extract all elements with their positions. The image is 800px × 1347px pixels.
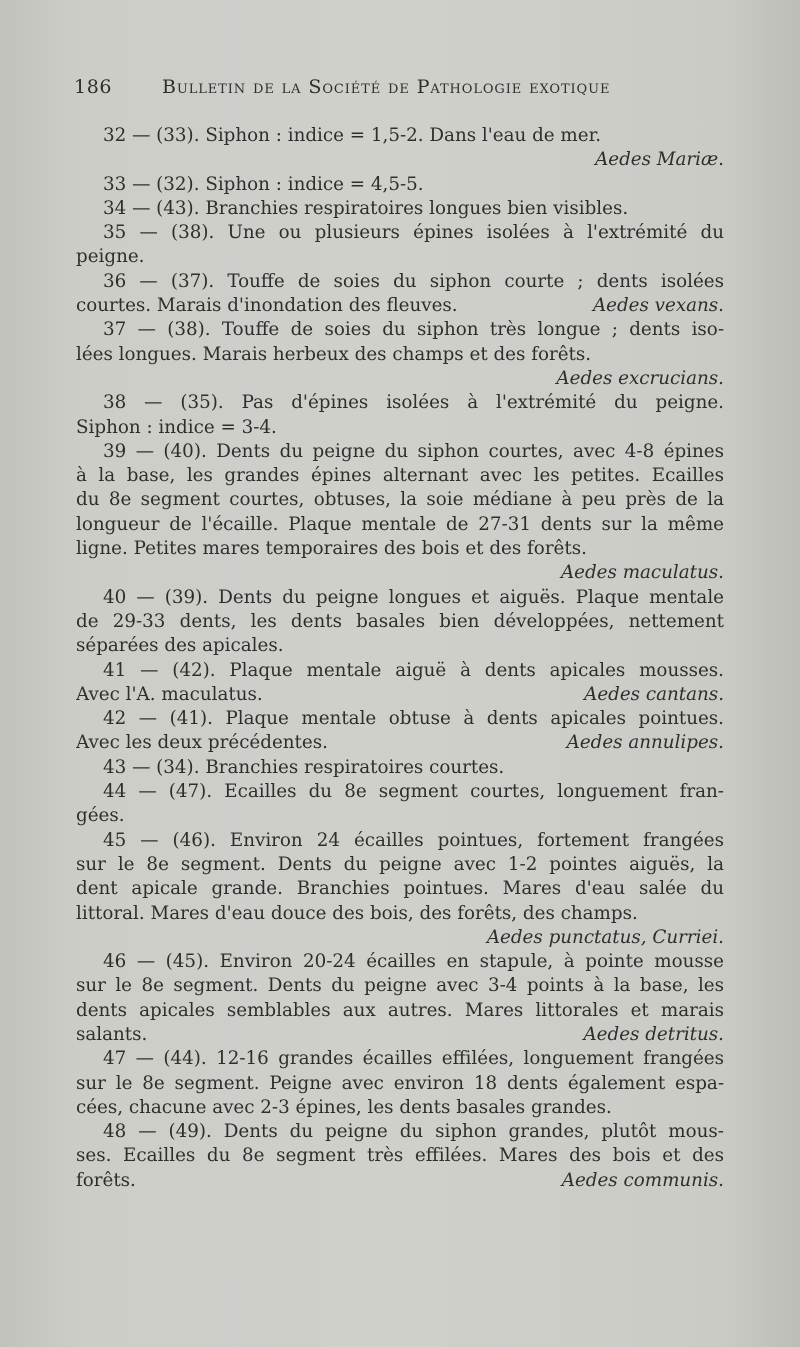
text-line <box>76 513 724 537</box>
text-line <box>76 1120 724 1144</box>
species-name: Aedes detritus. <box>583 1023 724 1045</box>
text-line <box>76 1047 724 1071</box>
text-line-content: gées. <box>76 805 125 827</box>
text-line: Aedes Mariæ. <box>595 149 724 171</box>
page-header <box>74 76 724 104</box>
text-line-content: 40 — (39). Dents du peigne longues et aiguës. Plaque mentale <box>103 586 724 608</box>
text-line-content: de 29-33 dents, les dents basales bien développées, nettement <box>76 610 724 632</box>
text-line-content: 47 — (44). 12-16 grandes écailles effilées, longuement frangées <box>103 1048 724 1070</box>
text-line-content: 46 — (45). Environ 20-24 écailles en stapule, à pointe mousse <box>103 951 724 973</box>
text-line-content: 35 — (38). Une ou plusieurs épines isolées à l'extrémité du <box>103 222 724 244</box>
text-line-content: 34 — (43). Branchies respiratoires longues bien visibles. <box>103 197 629 219</box>
text-line <box>76 464 724 488</box>
text-line <box>76 488 724 512</box>
text-line <box>76 974 724 998</box>
text-line <box>76 416 724 440</box>
text-line-content: salants. <box>76 1023 148 1045</box>
text-line-content: lées longues. Marais herbeux des champs et des forêts. <box>76 343 592 365</box>
text-line-content: Siphon : indice = 3-4. <box>76 416 277 438</box>
text-line <box>76 780 724 804</box>
species-name: Aedes annulipes. <box>566 732 724 754</box>
text-line-content: 38 — (35). Pas d'épines isolées à l'extrémité du peigne. <box>103 392 724 414</box>
text-line <box>76 221 724 245</box>
text-line <box>76 610 724 634</box>
text-line-content: séparées des apicales. <box>76 635 284 657</box>
text-line <box>76 853 724 877</box>
text-line <box>76 999 724 1023</box>
text-line <box>76 902 724 926</box>
text-line-content: forêts. <box>76 1169 136 1191</box>
text-line-content: 42 — (41). Plaque mentale obtuse à dents apicales pointues. <box>103 708 724 730</box>
text-line <box>76 124 724 148</box>
text-line <box>76 197 724 221</box>
text-line-content: courtes. Marais d'inondation des fleuves. <box>76 295 458 317</box>
text-line <box>76 804 724 828</box>
body-text <box>76 124 724 1193</box>
text-line-content: 37 — (38). Touffe de soies du siphon très longue ; dents iso- <box>103 319 724 341</box>
text-line <box>76 634 724 658</box>
text-line <box>76 343 724 367</box>
text-line-content: ses. Ecailles du 8e segment très effilées. Mares des bois et des <box>76 1145 724 1167</box>
page-number: 186 <box>74 76 113 98</box>
species-name: Aedes vexans. <box>592 295 724 317</box>
text-line-content: sur le 8e segment. Dents du peigne avec 1-2 pointes aiguës, la <box>76 853 724 875</box>
text-line: Aedes punctatus, Curriei. <box>486 926 724 948</box>
text-line-content: 44 — (47). Ecailles du 8e segment courtes, longuement fran- <box>103 781 724 803</box>
text-line-content: 45 — (46). Environ 24 écailles pointues, fortement frangées <box>103 829 724 851</box>
text-line <box>76 829 724 853</box>
text-line <box>76 391 724 415</box>
text-line <box>76 877 724 901</box>
text-line-content: littoral. Mares d'eau douce des bois, des forêts, des champs. <box>76 902 638 924</box>
text-line-content: 33 — (32). Siphon : indice = 4,5-5. <box>103 173 424 195</box>
text-line-content: cées, chacune avec 2-3 épines, les dents basales grandes. <box>76 1096 612 1118</box>
text-line-content: Avec les deux précédentes. <box>76 732 328 754</box>
text-line: Aedes excrucians. <box>556 367 724 389</box>
text-line-content: 39 — (40). Dents du peigne du siphon courtes, avec 4-8 épines <box>103 440 724 462</box>
text-line <box>76 245 724 269</box>
text-line-content: longueur de l'écaille. Plaque mentale de 27-31 dents sur la même <box>76 513 724 535</box>
text-line <box>76 586 724 610</box>
text-line <box>76 1144 724 1168</box>
text-line <box>76 731 724 755</box>
text-line-content: sur le 8e segment. Dents du peigne avec 3-4 points à la base, les <box>76 975 724 997</box>
text-line <box>76 1096 724 1120</box>
text-line <box>76 756 724 780</box>
running-title: Bulletin de la Société de Pathologie exotique <box>162 76 611 98</box>
text-line <box>76 1072 724 1096</box>
text-line-content: 32 — (33). Siphon : indice = 1,5-2. Dans l'eau de mer. <box>103 125 602 146</box>
text-line-content: 48 — (49). Dents du peigne du siphon grandes, plutôt mous- <box>103 1121 724 1143</box>
text-line-content: dents apicales semblables aux autres. Mares littorales et marais <box>76 999 724 1021</box>
text-line-content: du 8e segment courtes, obtuses, la soie médiane à peu près de la <box>76 489 724 511</box>
species-name: Aedes cantans. <box>584 683 724 705</box>
text-line <box>76 173 724 197</box>
text-line-content: 41 — (42). Plaque mentale aiguë à dents apicales mousses. <box>103 659 724 681</box>
text-line-content: dent apicale grande. Branchies pointues. Mares d'eau salée du <box>76 878 724 900</box>
text-line-content: sur le 8e segment. Peigne avec environ 18 dents également espa- <box>76 1072 724 1094</box>
text-line <box>76 1169 724 1193</box>
text-line <box>76 537 724 561</box>
text-line <box>76 683 724 707</box>
text-line-content: 36 — (37). Touffe de soies du siphon courte ; dents isolées <box>103 270 724 292</box>
text-line <box>76 659 724 683</box>
text-line-content: 43 — (34). Branchies respiratoires courtes. <box>103 756 505 778</box>
text-line <box>76 270 724 294</box>
text-line <box>76 440 724 464</box>
text-line <box>76 707 724 731</box>
text-line: Aedes maculatus. <box>560 562 724 584</box>
text-line <box>76 294 724 318</box>
species-name: Aedes communis. <box>561 1169 724 1191</box>
text-line-content: peigne. <box>76 246 145 268</box>
text-line <box>76 318 724 342</box>
text-line-content: ligne. Petites mares temporaires des bois et des forêts. <box>76 538 587 560</box>
text-line-content: à la base, les grandes épines alternant avec les petites. Ecailles <box>76 465 724 487</box>
text-line <box>76 950 724 974</box>
text-line-content: Avec l'A. maculatus. <box>76 683 263 705</box>
text-line <box>76 1023 724 1047</box>
